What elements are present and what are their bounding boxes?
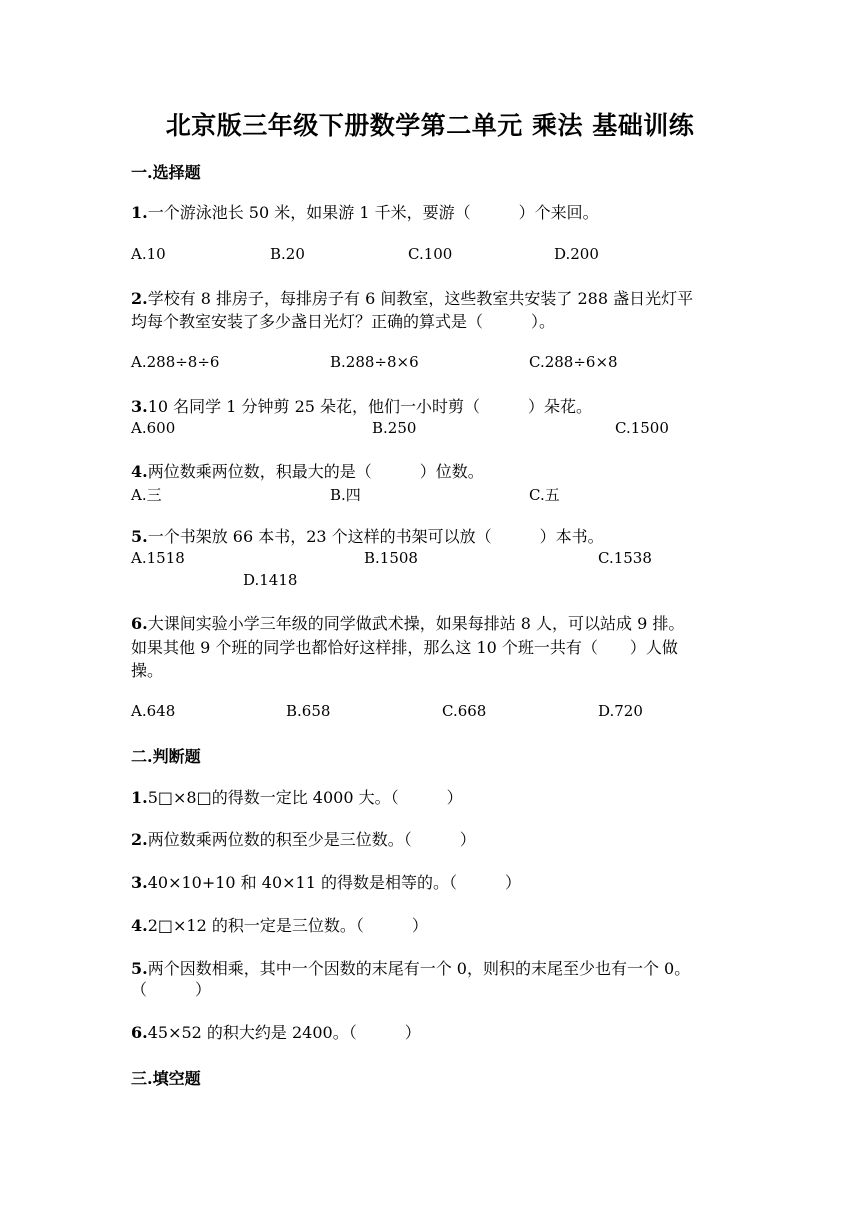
option-b: B.288÷8×6 [330,353,419,371]
question-text: 一个游泳池长 50 米，如果游 1 千米，要游（ ）个来回。 [147,203,599,222]
option-a: A.600 [131,419,176,437]
question-number: 2. [131,289,148,308]
choice-question-2 [131,287,693,311]
question-number: 3. [131,397,148,416]
question-number: 6. [131,614,148,633]
option-c: C.1538 [598,549,652,567]
question-text-line-3: 操。 [131,661,164,680]
option-b: B.658 [286,702,331,720]
option-a: A.648 [131,702,176,720]
question-text: 2□×12 的积一定是三位数。（ ） [147,916,428,935]
option-d: D.1418 [243,571,298,589]
option-a: A.1518 [131,549,185,567]
option-a: A.三 [131,486,162,504]
choice-question-6 [131,612,684,636]
option-a: A.10 [131,245,166,263]
option-c: C.288÷6×8 [529,353,618,371]
judge-question-1 [131,786,463,810]
choice-question-3 [131,395,592,419]
question-text-line-2: （ ） [131,980,212,999]
option-a: A.288÷8÷6 [131,353,220,371]
judge-question-6 [131,1021,421,1045]
question-number: 1. [131,203,148,222]
judge-question-5 [131,957,690,981]
question-text-line-2: 如果其他 9 个班的同学也都恰好这样排，那么这 10 个班一共有（ ）人做 [131,638,678,657]
option-b: B.20 [270,245,305,263]
option-c: C.五 [529,486,560,504]
section-heading-choice: 一.选择题 [131,163,201,182]
option-b: B.1508 [364,549,418,567]
question-text: 5□×8□的得数一定比 4000 大。（ ） [147,788,463,807]
option-c: C.1500 [615,419,669,437]
option-c: C.100 [408,245,453,263]
question-text: 40×10+10 和 40×11 的得数是相等的。（ ） [147,873,521,892]
question-number: 4. [131,462,148,481]
question-text-line-2: 均每个教室安装了多少盏日光灯？正确的算式是（ ）。 [131,312,556,331]
choice-question-1 [131,201,599,225]
page-title: 北京版三年级下册数学第二单元 乘法 基础训练 [165,111,695,140]
option-d: D.200 [554,245,599,263]
question-text: 45×52 的积大约是 2400。（ ） [147,1023,421,1042]
question-text: 两位数乘两位数，积最大的是（ ）位数。 [147,462,484,481]
question-text: 大课间实验小学三年级的同学做武术操，如果每排站 8 人，可以站成 9 排。 [147,614,685,633]
choice-question-5 [131,525,604,549]
option-b: B.250 [372,419,417,437]
question-text: 学校有 8 排房子，每排房子有 6 间教室，这些教室共安装了 288 盏日光灯平 [147,289,694,308]
option-b: B.四 [330,486,361,504]
option-d: D.720 [598,702,643,720]
question-text: 两位数乘两位数的积至少是三位数。（ ） [147,830,476,849]
question-text: 两个因数相乘，其中一个因数的末尾有一个 0，则积的末尾至少也有一个 0。 [147,959,691,978]
judge-question-3 [131,871,521,895]
judge-question-4 [131,914,428,938]
question-number: 6. [131,1023,148,1042]
question-text: 一个书架放 66 本书，23 个这样的书架可以放（ ）本书。 [147,527,604,546]
question-number: 2. [131,830,148,849]
question-text: 10 名同学 1 分钟剪 25 朵花，他们一小时剪（ ）朵花。 [147,397,593,416]
judge-question-2 [131,828,476,852]
choice-question-4 [131,460,484,484]
question-number: 1. [131,788,148,807]
question-number: 3. [131,873,148,892]
question-number: 5. [131,527,148,546]
section-heading-judge: 二.判断题 [131,747,201,766]
option-c: C.668 [442,702,487,720]
section-heading-fill: 三.填空题 [131,1069,201,1088]
question-number: 5. [131,959,148,978]
question-number: 4. [131,916,148,935]
